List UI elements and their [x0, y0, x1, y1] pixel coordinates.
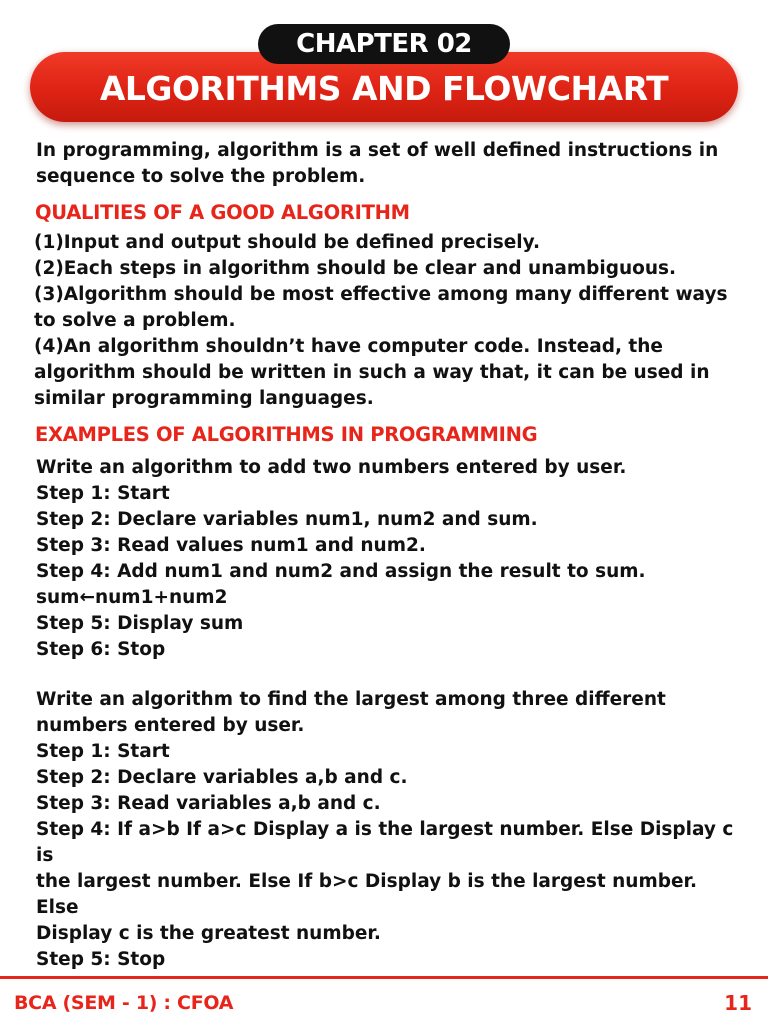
example-largest-number: Write an algorithm to find the largest among three different numbers entered by user. Step 1: Start Step 2: Declare variables a,b and c. Step 3: Read variables a,b and c. Step 4: If a>b If a>c Display a is the largest number. Else Display c is the largest number. Else If b>c Display b is the largest number. Else Display c is the greatest number. Step 5: Stop: [36, 689, 734, 970]
chapter-number: CHAPTER 02: [296, 29, 472, 59]
example-add-numbers: Write an algorithm to add two numbers entered by user. Step 1: Start Step 2: Declare variables num1, num2 and sum. Step 3: Read values num1 and num2. Step 4: Add num1 and num2 and assign the result to sum. sum←num1+num2 Step 5: Display sum Step 6: Stop: [36, 457, 646, 660]
chapter-title: ALGORITHMS AND FLOWCHART: [99, 69, 669, 108]
examples-heading: EXAMPLES OF ALGORITHMS IN PROGRAMMING: [35, 423, 538, 446]
qualities-list: (1)Input and output should be defined precisely. (2)Each steps in algorithm should be clear and unambiguous. (3)Algorithm should be most effective among many different ways to solve a problem. (4)An algorithm shouldn’t have computer code. Instead, the algorithm should be written in such a way that, it can be used in similar programming languages.: [34, 232, 728, 409]
page-number: 11: [724, 991, 752, 1015]
footer-divider: [0, 976, 768, 979]
chapter-badge: [258, 24, 510, 64]
intro-paragraph: In programming, algorithm is a set of well defined instructions in sequence to solve the problem.: [36, 140, 719, 187]
qualities-heading: QUALITIES OF A GOOD ALGORITHM: [35, 201, 410, 224]
footer-course: BCA (SEM - 1) : CFOA: [14, 992, 234, 1014]
